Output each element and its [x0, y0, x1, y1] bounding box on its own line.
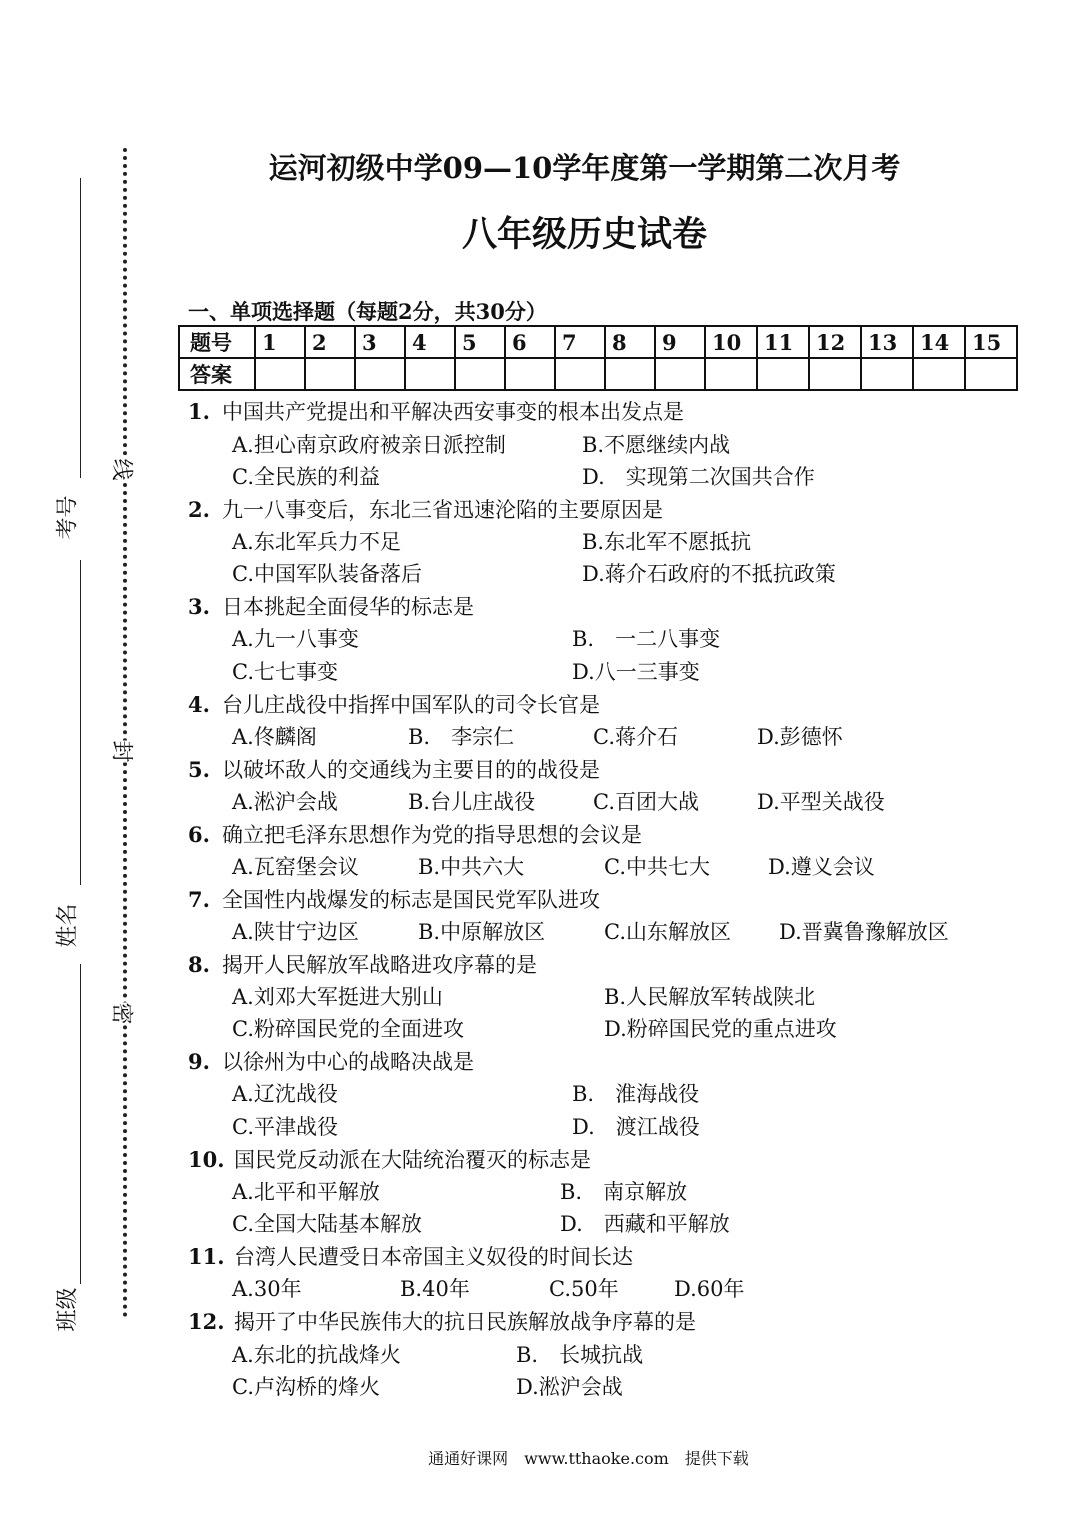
option-d: D.平型关战役: [757, 790, 885, 814]
footer-source: 通通好课网 www.tthaoke.com 提供下载: [428, 1449, 749, 1468]
question-6: [188, 819, 642, 849]
option-d: D. 渡江战役: [572, 1115, 700, 1139]
question-text: 台儿庄战役中指挥中国军队的司令长官是: [222, 693, 600, 717]
question-number: 9.: [188, 1049, 210, 1074]
question-number-cell: 13: [861, 326, 913, 358]
row-label-number: 题号: [179, 326, 255, 358]
question-number-cell: 1: [255, 326, 305, 358]
seal-char-seal: 封: [106, 740, 141, 762]
answer-cell[interactable]: [605, 358, 655, 390]
question-text: 国民党反动派在大陆统治覆灭的标志是: [234, 1148, 591, 1172]
option-a: A.北平和平解放: [232, 1180, 380, 1204]
seal-char-line: 线: [106, 458, 141, 480]
question-number: 6.: [188, 822, 210, 847]
option-c: C.七七事变: [232, 660, 338, 684]
question-number: 12.: [188, 1309, 225, 1334]
question-number: 11.: [188, 1244, 225, 1269]
question-text: 日本挑起全面侵华的标志是: [222, 595, 474, 619]
seal-dotted-line: [123, 148, 127, 1318]
answer-cell[interactable]: [305, 358, 355, 390]
question-number-cell: 11: [757, 326, 809, 358]
question-text: 确立把毛泽东思想作为党的指导思想的会议是: [222, 823, 642, 847]
option-b: B.中原解放区: [418, 920, 546, 944]
answer-cell[interactable]: [861, 358, 913, 390]
option-c: C.山东解放区: [604, 920, 731, 944]
question-7: [188, 884, 600, 914]
question-text: 揭开人民解放军战略进攻序幕的是: [222, 953, 537, 977]
question-number-cell: 12: [809, 326, 861, 358]
option-b: B. 长城抗战: [516, 1343, 644, 1367]
answer-cell[interactable]: [455, 358, 505, 390]
question-11: [188, 1241, 633, 1271]
question-12: [188, 1306, 696, 1336]
option-a: A.30年: [232, 1277, 302, 1301]
question-number-cell: 2: [305, 326, 355, 358]
option-b: B.40年: [400, 1277, 470, 1301]
class-label: 班级: [55, 1287, 81, 1332]
option-a: A.瓦窑堡会议: [232, 855, 359, 879]
option-c: C.卢沟桥的烽火: [232, 1375, 380, 1399]
question-text: 全国性内战爆发的标志是国民党军队进攻: [222, 888, 600, 912]
question-5: [188, 754, 600, 784]
option-a: A.刘邓大军挺进大别山: [232, 985, 443, 1009]
option-c: C.中共七大: [604, 855, 710, 879]
name-label: 姓名: [55, 903, 81, 948]
option-d: D.60年: [674, 1277, 745, 1301]
question-2: [188, 494, 663, 524]
question-text: 中国共产党提出和平解决西安事变的根本出发点是: [222, 400, 684, 424]
answer-table: [178, 325, 1018, 391]
question-number-cell: 14: [913, 326, 965, 358]
question-10: [188, 1144, 591, 1174]
option-c: C.全国大陆基本解放: [232, 1212, 422, 1236]
question-number: 10.: [188, 1147, 225, 1172]
option-b: B. 南京解放: [560, 1180, 688, 1204]
option-a: A.九一八事变: [232, 627, 359, 651]
question-number-cell: 4: [405, 326, 455, 358]
answer-cell[interactable]: [913, 358, 965, 390]
margin-line-middle: [80, 560, 81, 885]
table-row-numbers: [179, 326, 1017, 358]
option-b: B. 淮海战役: [572, 1082, 700, 1106]
row-label-answer: 答案: [179, 358, 255, 390]
option-a: A.东北军兵力不足: [232, 530, 401, 554]
question-3: [188, 591, 474, 621]
option-c: C.50年: [549, 1277, 619, 1301]
option-d: D.八一三事变: [572, 660, 700, 684]
option-a: A.东北的抗战烽火: [232, 1343, 401, 1367]
question-number-cell: 8: [605, 326, 655, 358]
option-d: D.晋冀鲁豫解放区: [779, 920, 949, 944]
option-a: A.佟麟阁: [232, 725, 317, 749]
option-d: D. 实现第二次国共合作: [582, 465, 815, 489]
section-title: 一、单项选择题（每题2分，共30分）: [188, 299, 547, 324]
question-1: [188, 396, 684, 426]
question-number-cell: 10: [705, 326, 757, 358]
question-number-cell: 9: [655, 326, 705, 358]
table-row-answers: [179, 358, 1017, 390]
question-number: 4.: [188, 692, 210, 717]
option-d: D.彭德怀: [757, 725, 843, 749]
option-b: B. 李宗仁: [408, 725, 515, 749]
option-c: C.百团大战: [593, 790, 699, 814]
option-d: D.粉碎国民党的重点进攻: [604, 1017, 837, 1041]
option-c: C.中国军队装备落后: [232, 562, 422, 586]
exam-number-label: 考号: [55, 495, 81, 540]
question-number: 2.: [188, 497, 210, 522]
question-text: 九一八事变后，东北三省迅速沦陷的主要原因是: [222, 498, 663, 522]
option-a: A.淞沪会战: [232, 790, 338, 814]
question-9: [188, 1046, 474, 1076]
option-b: B.人民解放军转战陕北: [604, 985, 816, 1009]
answer-cell[interactable]: [355, 358, 405, 390]
option-d: D.淞沪会战: [516, 1375, 623, 1399]
question-number-cell: 15: [965, 326, 1017, 358]
exam-subtitle: 八年级历史试卷: [461, 214, 707, 255]
answer-cell[interactable]: [655, 358, 705, 390]
option-b: B.不愿继续内战: [582, 433, 731, 457]
option-b: B. 一二八事变: [572, 627, 721, 651]
question-number-cell: 7: [555, 326, 605, 358]
seal-char-secret: 密: [106, 1002, 141, 1024]
answer-cell[interactable]: [555, 358, 605, 390]
question-text: 台湾人民遭受日本帝国主义奴役的时间长达: [234, 1245, 633, 1269]
option-b: B.中共六大: [418, 855, 525, 879]
option-a: A.辽沈战役: [232, 1082, 338, 1106]
option-c: C.蒋介石: [593, 725, 678, 749]
option-d: D.蒋介石政府的不抵抗政策: [582, 562, 836, 586]
question-text: 以徐州为中心的战略决战是: [222, 1050, 474, 1074]
option-d: D. 西藏和平解放: [560, 1212, 730, 1236]
question-number-cell: 3: [355, 326, 405, 358]
answer-cell[interactable]: [255, 358, 305, 390]
question-number: 1.: [188, 399, 210, 424]
option-c: C.全民族的利益: [232, 465, 380, 489]
answer-cell[interactable]: [505, 358, 555, 390]
answer-cell[interactable]: [757, 358, 809, 390]
question-number: 5.: [188, 757, 210, 782]
question-number-cell: 5: [455, 326, 505, 358]
question-4: [188, 689, 600, 719]
question-number: 7.: [188, 887, 210, 912]
answer-cell[interactable]: [705, 358, 757, 390]
option-b: B.台儿庄战役: [408, 790, 536, 814]
question-text: 以破坏敌人的交通线为主要目的的战役是: [222, 758, 600, 782]
question-number-cell: 6: [505, 326, 555, 358]
question-text: 揭开了中华民族伟大的抗日民族解放战争序幕的是: [234, 1310, 696, 1334]
answer-cell[interactable]: [405, 358, 455, 390]
margin-line-lower: [80, 964, 81, 1284]
question-8: [188, 949, 537, 979]
option-a: A.陕甘宁边区: [232, 920, 359, 944]
question-number: 8.: [188, 952, 210, 977]
option-c: C.粉碎国民党的全面进攻: [232, 1017, 464, 1041]
option-d: D.遵义会议: [768, 855, 875, 879]
option-a: A.担心南京政府被亲日派控制: [232, 433, 506, 457]
option-c: C.平津战役: [232, 1115, 338, 1139]
option-b: B.东北军不愿抵抗: [582, 530, 752, 554]
exam-title: 运河初级中学09—10学年度第一学期第二次月考: [268, 151, 901, 185]
answer-cell[interactable]: [965, 358, 1017, 390]
question-number: 3.: [188, 594, 210, 619]
answer-cell[interactable]: [809, 358, 861, 390]
